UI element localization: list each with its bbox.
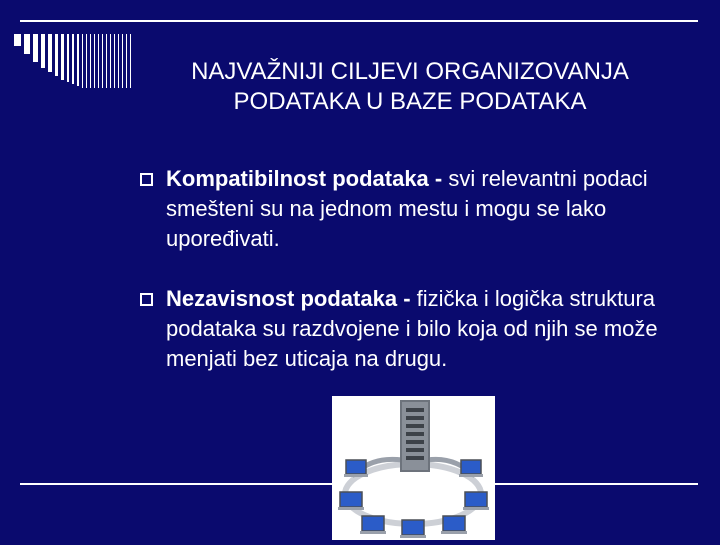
bullet-text [140,284,666,374]
bullet-term: Nezavisnost podataka - [166,286,411,311]
bullet-item [140,164,680,254]
title-line-2: PODATAKA U BAZE PODATAKA [233,88,587,115]
bullet-description: fizička i logička struktura podataka su razdvojene i bilo koja od njih se može menjati bez uticaja na drugu. [166,286,658,371]
top-divider [20,20,698,22]
bullet-term: Kompatibilnost podataka - [166,166,443,191]
square-bullet-icon [140,293,153,306]
square-bullet-icon [140,173,153,186]
title-line-1: NAJVAŽNIJI CILJEVI ORGANIZOVANJA [191,58,629,85]
slide-title [140,57,680,117]
bullet-text [140,164,680,254]
decorative-stripes [14,30,154,86]
bullet-item [140,284,680,374]
bullet-description: svi relevantni podaci smešteni su na jednom mestu i mogu se lako upoređivati. [166,166,648,251]
database-server-network-icon [332,396,495,540]
